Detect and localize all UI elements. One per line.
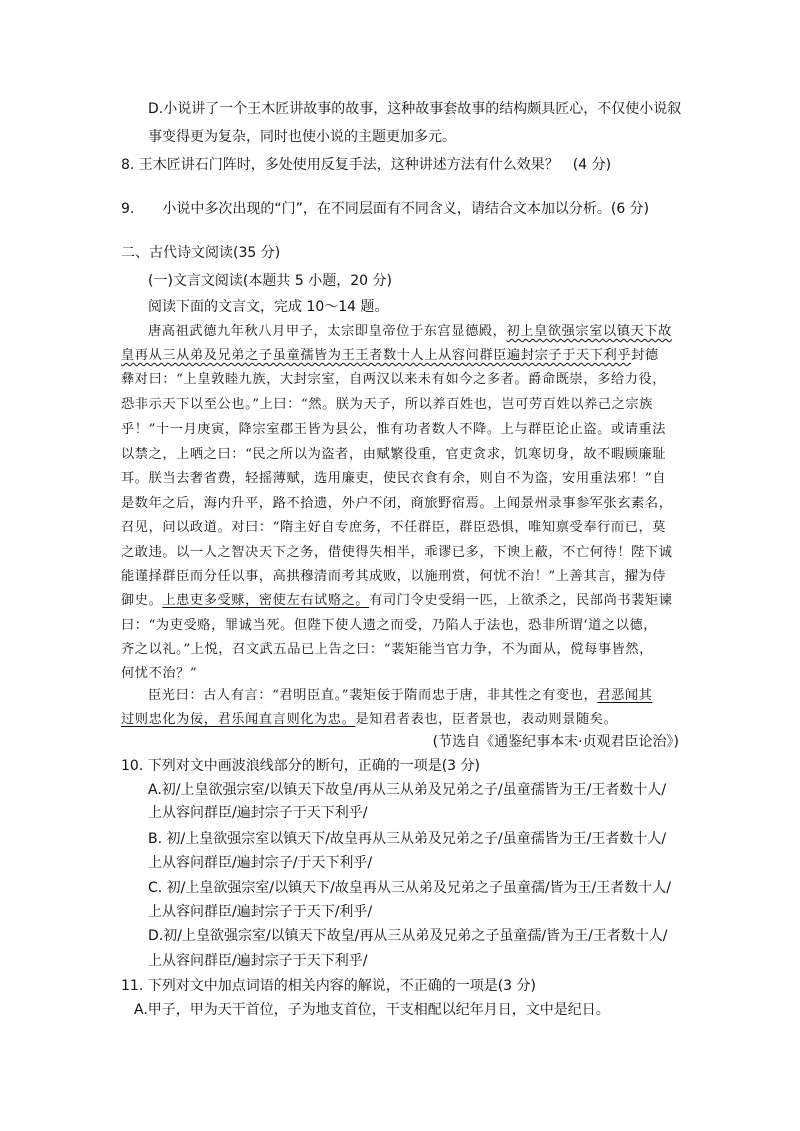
q10-option-a-line2: 上从容问群臣/遍封宗子于天下利乎/ [148,805,368,821]
commentary-line-2 [121,710,617,730]
question-11-stem: 11. 下列对文中加点词语的相关内容的解说，不正确的一项是(3 分) [121,978,536,994]
passage-text: 封德 [631,348,659,363]
wavy-underlined-text: 皇再从三从弟及兄弟之子虽童孺皆为王王者数十人上从容问群臣遍封宗子于天下利乎 [121,348,632,363]
question-9: 9. 小说中多次出现的“门”，在不同层面有不同含义，请结合文本加以分析。(6 分) [121,201,650,217]
passage-line-1 [148,322,672,342]
passage-line-7: 耳。朕当去奢省费，轻摇薄赋，选用廉吏，使民衣食有余，则自不为盗，安用重法邪！”自 [121,471,667,486]
question-8: 8. 王木匠讲石门阵时，多处使用反复手法，这种讲述方法有什么效果？ (4 分) [121,157,612,173]
passage-line-9: 召见，问以政道。对曰：“隋主好自专庶务，不任群臣，群臣恐惧，唯知禀受奉行而已，莫 [121,520,667,535]
passage-text: 有司门令史受绢一匹，上欲杀之，民部尚书裴矩谏 [369,593,673,608]
passage-text: 臣光曰：古人有言：“君明臣直。”裴矩佞于隋而忠于唐，非其性之有变也， [148,688,598,703]
question-10-stem: 10. 下列对文中画波浪线部分的断句，正确的一项是(3 分) [121,758,480,774]
q7-option-d-line1: D.小说讲了一个王木匠讲故事的故事，这种故事套故事的结构颇具匠心，不仅使小说叙 [148,101,682,117]
passage-line-3: 彝对曰：“上皇敦睦九族，大封宗室，自两汉以来未有如今之多者。爵命既崇，多给力役， [121,372,667,387]
passage-text: 御史。 [121,593,163,608]
q10-option-b-line1: B. 初/上皇欲强宗室以镇天下/故皇再从三从弟及兄弟之子/虽童孺皆为王/王者数十人/ [148,831,667,847]
q10-option-c-line1: C. 初/上皇欲强宗室/以镇天下/故皇再从三从弟及兄弟之子虽童孺/皆为王/王者数十人/ [148,880,671,896]
q11-option-a: A.甲子，甲为天干首位，子为地支首位，干支相配以纪年月日，文中是纪日。 [134,1002,610,1018]
q10-option-c-line2: 上从容问群臣/遍封宗子于天下/利乎/ [148,904,373,920]
wavy-underlined-text: 初上皇欲强宗室以镇天下故 [506,324,672,339]
q10-option-a-line1: A.初/上皇欲强宗室/以镇天下故皇/再从三从弟及兄弟之子/虽童孺皆为王/王者数十人/ [148,782,667,798]
passage-line-6: 以禁之，上哂之曰：“民之所以为盗者，由赋繁役重，官吏贪求，饥寒切身，故不暇顾廉耻 [121,447,667,462]
passage-line-2 [121,346,659,366]
passage-line-15: 何忧不治？” [121,666,198,681]
passage-line-14: 齐之以礼。”上悦，召文武五品已上告之曰：“裴矩能当官力争，不为面从，傥每事皆然， [121,642,654,657]
passage-line-11: 能谨择群臣而分任以事，高拱穆清而考其成败，以施刑赏，何忧不治！”上善其言，擢为侍 [121,569,667,584]
underlined-sentence: 过则忠化为佞，君乐闻直言则化为忠。 [121,712,356,727]
reading-instruction: 阅读下面的文言文，完成 10～14 题。 [148,299,389,315]
section-2-subtitle: (一)文言文阅读(本题共 5 小题，20 分) [148,273,392,289]
q7-option-d-line2: 事变得更为复杂，同时也使小说的主题更加多元。 [148,129,456,145]
underlined-sentence: 君恶闻其 [597,688,653,703]
passage-text: 唐高祖武德九年秋八月甲子，太宗即皇帝位于东宫显德殿， [148,324,507,339]
passage-line-4: 恐非示天下以至公也。”上曰：“然。朕为天子，所以养百姓也，岂可劳百姓以养己之宗族 [121,397,654,412]
q10-option-d-line2: 上从容问群臣/遍封宗子于天下利乎/ [148,953,368,969]
q10-option-b-line2: 上从容问群臣/遍封宗子/于天下利乎/ [148,855,373,871]
passage-line-10: 之敢违。以一人之智决天下之务，借使得失相半，乖谬已多，下谀上蔽，不亡何待！陛下诚 [121,545,673,560]
section-2-title: 二、古代诗文阅读(35 分) [121,245,281,261]
passage-text: 是知君者表也，臣者景也，表动则景随矣。 [355,712,618,727]
passage-line-8: 是数年之后，海内升平，路不拾遗，外户不闭，商旅野宿焉。上闻景州录事参军张玄素名， [121,496,673,511]
passage-source: (节选自《通鉴纪事本末·贞观君臣论治》) [432,734,679,750]
passage-line-5: 乎！”十一月庚寅，降宗室郡王皆为县公，惟有功者数人不降。上与群臣论止盗。或请重法 [121,422,667,437]
passage-line-12 [121,591,673,611]
passage-line-13: 曰：“为吏受赂，罪诚当死。但陛下使人遗之而受，乃陷人于法也，恐非所谓‘道之以德， [121,618,658,633]
commentary-line-1 [148,686,652,706]
underlined-sentence: 上患吏多受赇，密使左右试赂之。 [162,593,370,608]
q10-option-d-line1: D.初/上皇欲强宗室/以镇天下故皇/再从三从弟及兄弟之子虽童孺/皆为王/王者数十人/ [148,928,668,944]
